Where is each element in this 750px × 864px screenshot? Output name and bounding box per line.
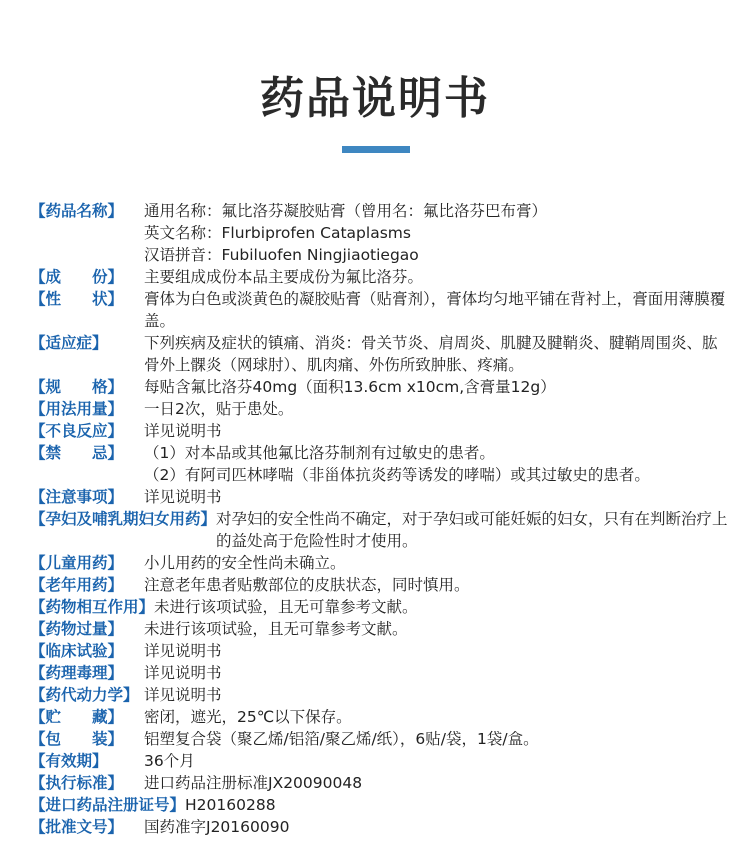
section-label: 【禁 忌】	[30, 444, 124, 462]
section-value	[185, 794, 730, 816]
section-value	[144, 574, 730, 596]
section-value	[144, 200, 730, 266]
section-value	[216, 508, 730, 552]
section-value	[144, 288, 730, 332]
section-line: 小儿用药的安全性尚未确立。	[144, 554, 346, 572]
section-row	[30, 200, 730, 266]
section-line: 进口药品注册标准JX20090048	[144, 774, 363, 792]
section-line: 英文名称：Flurbiprofen Cataplasms	[144, 224, 411, 242]
section-label: 【药代动力学】	[30, 686, 139, 704]
section-row	[30, 574, 730, 596]
section-row	[30, 552, 730, 574]
section-line: 对孕妇的安全性尚不确定，对于孕妇或可能妊娠的妇女，只有在判断治疗上的益处高于危险性时才使用。	[216, 510, 728, 550]
section-label: 【药理毒理】	[30, 664, 124, 682]
section-row	[30, 398, 730, 420]
section-row	[30, 772, 730, 794]
section-row	[30, 706, 730, 728]
section-line: 汉语拼音：Fubiluofen Ningjiaotiegao	[144, 246, 419, 264]
section-row	[30, 640, 730, 662]
section-line: 主要组成成份本品主要成份为氟比洛芬。	[144, 268, 424, 286]
section-row	[30, 618, 730, 640]
section-value	[144, 750, 730, 772]
section-line: 铝塑复合袋（聚乙烯/铝箔/聚乙烯/纸），6贴/袋，1袋/盒。	[144, 730, 539, 748]
section-row	[30, 486, 730, 508]
section-row	[30, 794, 730, 816]
section-row	[30, 684, 730, 706]
section-line: 下列疾病及症状的镇痛、消炎：骨关节炎、肩周炎、肌腱及腱鞘炎、腱鞘周围炎、肱骨外上髁炎（网球肘）、肌肉痛、外伤所致肿胀、疼痛。	[144, 334, 718, 374]
page-title: 药品说明书	[260, 73, 490, 124]
title-divider	[342, 146, 410, 153]
section-label: 【成 份】	[30, 268, 124, 286]
section-value	[154, 596, 730, 618]
section-row	[30, 596, 730, 618]
section-line: 密闭，遮光，25℃以下保存。	[144, 708, 352, 726]
section-line: 通用名称：氟比洛芬凝胶贴膏（曾用名：氟比洛芬巴布膏）	[144, 202, 548, 220]
section-label: 【贮 藏】	[30, 708, 124, 726]
section-value	[144, 376, 730, 398]
section-label: 【儿童用药】	[30, 554, 124, 572]
section-line: （1）对本品或其他氟比洛芬制剂有过敏史的患者。	[144, 444, 495, 462]
section-label: 【药物过量】	[30, 620, 124, 638]
section-value	[144, 266, 730, 288]
section-value	[144, 332, 730, 376]
section-value	[144, 728, 730, 750]
section-line: 膏体为白色或淡黄色的凝胶贴膏（贴膏剂），膏体均匀地平铺在背衬上，膏面用薄膜覆盖。	[144, 290, 726, 330]
section-label: 【执行标准】	[30, 774, 124, 792]
section-label: 【批准文号】	[30, 818, 124, 836]
section-value	[144, 772, 730, 794]
section-row	[30, 420, 730, 442]
section-label: 【老年用药】	[30, 576, 124, 594]
section-line: 每贴含氟比洛芬40mg（面积13.6cm x10cm,含膏量12g）	[144, 378, 556, 396]
section-row	[30, 288, 730, 332]
section-row	[30, 728, 730, 750]
section-label: 【临床试验】	[30, 642, 124, 660]
section-value	[144, 706, 730, 728]
section-line: 国药准字J20160090	[144, 818, 290, 836]
section-line: H20160288	[185, 796, 276, 814]
section-value	[144, 816, 730, 838]
section-row	[30, 816, 730, 838]
section-line: 未进行该项试验，且无可靠参考文献。	[144, 620, 408, 638]
section-value	[144, 552, 730, 574]
section-row	[30, 332, 730, 376]
section-label: 【药物相互作用】	[30, 598, 155, 616]
section-label: 【注意事项】	[30, 488, 124, 506]
section-value	[144, 684, 730, 706]
section-value	[144, 618, 730, 640]
section-label: 【进口药品注册证号】	[30, 796, 186, 814]
leaflet-body	[30, 200, 730, 838]
section-line: 详见说明书	[144, 664, 222, 682]
section-value	[144, 662, 730, 684]
section-line: 注意老年患者贴敷部位的皮肤状态，同时慎用。	[144, 576, 470, 594]
section-row	[30, 508, 730, 552]
section-row	[30, 750, 730, 772]
section-label: 【性 状】	[30, 290, 124, 308]
section-line: 未进行该项试验，且无可靠参考文献。	[154, 598, 418, 616]
section-line: 36个月	[144, 752, 195, 770]
section-value	[144, 398, 730, 420]
section-label: 【药品名称】	[30, 202, 124, 220]
section-line: 详见说明书	[144, 686, 222, 704]
section-line: 详见说明书	[144, 642, 222, 660]
section-row	[30, 442, 730, 486]
section-label: 【适应症】	[30, 334, 108, 352]
section-line: （2）有阿司匹林哮喘（非甾体抗炎药等诱发的哮喘）或其过敏史的患者。	[144, 466, 650, 484]
section-row	[30, 266, 730, 288]
section-label: 【孕妇及哺乳期妇女用药】	[30, 510, 217, 528]
section-line: 详见说明书	[144, 422, 222, 440]
section-value	[144, 486, 730, 508]
section-label: 【用法用量】	[30, 400, 124, 418]
section-label: 【规 格】	[30, 378, 124, 396]
section-label: 【包 装】	[30, 730, 124, 748]
section-value	[144, 442, 730, 486]
section-row	[30, 662, 730, 684]
section-line: 详见说明书	[144, 488, 222, 506]
section-value	[144, 640, 730, 662]
section-label: 【有效期】	[30, 752, 108, 770]
section-row	[30, 376, 730, 398]
section-line: 一日2次，贴于患处。	[144, 400, 294, 418]
section-label: 【不良反应】	[30, 422, 124, 440]
section-value	[144, 420, 730, 442]
